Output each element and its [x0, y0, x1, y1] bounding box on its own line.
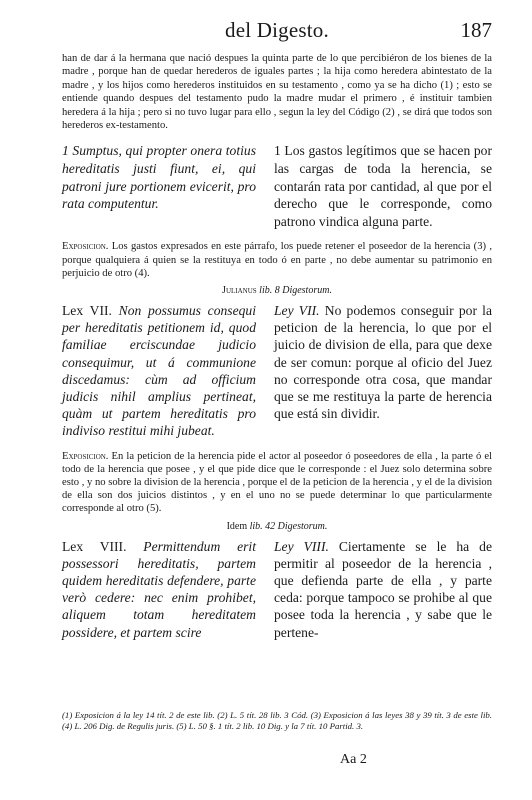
- source-1-author: Julianus: [222, 285, 257, 297]
- section-1-latin: 1 Sumptus, qui propter onera totius hereditatis justi fiunt, ei, qui patroni jure portionem evicerit, pro rata computentur.: [62, 143, 256, 212]
- lex-7-latin: [62, 302, 256, 440]
- footnotes: (1) Exposicion á la ley 14 tít. 2 de este lib. (2) L. 5 tít. 28 lib. 3 Cód. (3) Exposicion á las leyes 38 y 39 tít. 3 de este lib. (4) L. 206 Dig. de Regulis juris. (5) L. 50 §. 1 tít. 2 lib. 10 Dig. y la 7 tít. 10 Partid. 3.: [62, 710, 492, 732]
- lex-8-spanish-text: Ciertamente se le ha de permitir al poseedor de la herencia , que defienda parte de ella , y parte ceda: porque tampoco se prohibe al que posee toda la herencia , y sabe que le pertene-: [274, 538, 492, 640]
- page-header: [62, 14, 492, 44]
- running-title: del Digesto.: [225, 18, 329, 42]
- section-1-spanish: 1 Los gastos legítimos que se hacen por las cargas de toda la herencia, se contarán rata por cantidad, al que por el derecho que le corresponde, como patrono vindica alguna parte.: [274, 143, 492, 229]
- lex-8-spanish: [274, 538, 492, 641]
- section-1-columns: [62, 142, 492, 230]
- exposition-1: [62, 240, 492, 280]
- lex-7-spanish-heading: Ley VII.: [274, 303, 320, 319]
- lex-8-latin-text: Permittendum erit possessori hereditatis, partem quidem hereditatis defendere, parte verò cedere: nec enim prohibet, aliquem totam hereditatem possidere, et partem scire: [62, 538, 256, 640]
- source-2: [62, 521, 492, 532]
- source-1: [62, 285, 492, 296]
- lex-8-spanish-heading: Ley VIII.: [274, 538, 329, 554]
- source-2-author: Idem: [226, 520, 248, 532]
- intro-paragraph: han de dar á la hermana que nació despues la quinta parte de lo que percibiéron de los bienes de la madre , porque han de quedar herederos de iguales partes ; la hija como heredera abintestato de la madre , y los hijos como herederos instituidos en su testamento , como ya se ha dicho (1) ; esto se entiende quando despues del testamento pudo la madre mudar el primero , é instituir tambien heredera á la hija ; pero si no tuvo lugar para ello , segun la ley del Código (2) , se dirá que todos son herederos ex-testamento.: [62, 53, 492, 132]
- source-2-ref: lib. 42 Digestorum.: [249, 520, 328, 532]
- exposition-1-label: Exposicion.: [62, 241, 109, 253]
- lex-7-latin-text: Non possumus consequi per hereditatis petitionem id, quod familiae erciscundae judicio consequimur, ut á communione discedamus: cùm ad officium judicis nihil amplius pertineat, quàm ut partem hereditatis pro indiviso restitui mihi jubeat.: [62, 303, 256, 439]
- exposition-2-text: En la peticion de la herencia pide el actor al poseedor ó poseedores de ella , la parte ó el todo de la herencia que posee , y el que pide dice que le corresponde : el Juez solo determina sobre esto , y no sobre la division de la herencia , porque el de la peticion de la herencia , y el de la division de ella son dos juicios distintos , y en el uno no se puede determinar lo que particularmente corresponde al otro (5).: [62, 450, 492, 515]
- lex-7-columns: [62, 302, 492, 440]
- exposition-1-text: Los gastos expresados en este párrafo, los puede retener el poseedor de la herencia (3) , porque qualquiera á quien se la restituya en todo ó en parte , no debe aumentar su patrimonio en perjuicio de otro (4).: [62, 241, 492, 279]
- lex-7-latin-heading: Lex VII.: [62, 303, 112, 319]
- source-1-ref: lib. 8 Digestorum.: [259, 285, 332, 297]
- lex-7-spanish: [274, 302, 492, 440]
- lex-7-spanish-text: No podemos conseguir por la peticion de la herencia, lo que por el juicio de division de ella, para que dexe de ser comun: porque al oficio del Juez no corresponde otra cosa, que mandar que se me restituya la parte de herencia que está sin dividir.: [274, 303, 492, 422]
- lex-8-columns: [62, 538, 492, 641]
- lex-8-latin: [62, 538, 256, 641]
- page-number: 187: [460, 18, 492, 42]
- signature-mark: Aa 2: [340, 752, 367, 767]
- exposition-2-label: Exposicion.: [62, 450, 109, 462]
- exposition-2: [62, 450, 492, 516]
- lex-8-latin-heading: Lex VIII.: [62, 538, 127, 554]
